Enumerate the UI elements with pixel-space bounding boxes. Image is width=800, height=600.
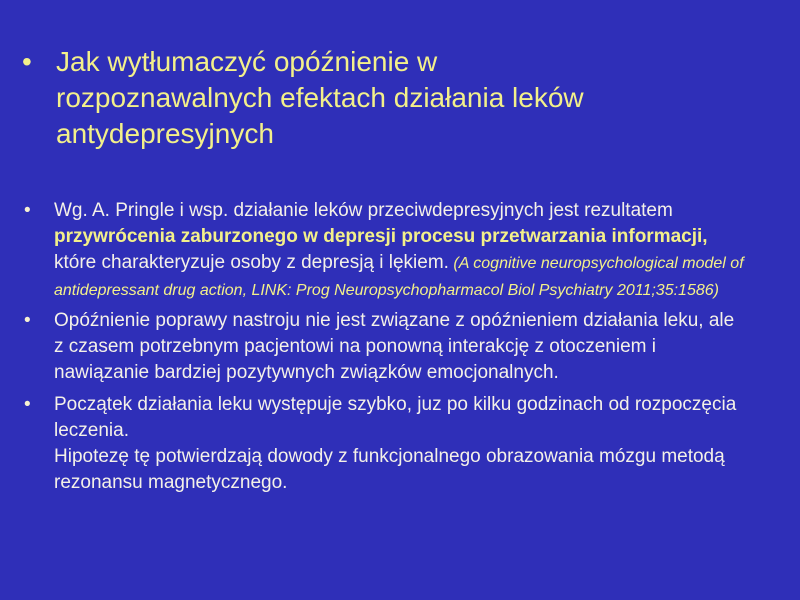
citation-text: (A cognitive neuropsychological model of antidepressant drug action, LINK: Prog Neuropsychopharmacol Biol Psychiatry 2011;35:1586) (54, 255, 744, 299)
highlight-text: przywrócenia zaburzonego w depresji procesu przetwarzania informacji, (54, 226, 708, 247)
bullet-icon: • (24, 394, 31, 415)
slide-title-block (22, 44, 772, 152)
list-item-delay (24, 308, 754, 386)
item-body (54, 198, 744, 304)
title-bullet-icon: • (22, 46, 32, 77)
bullet-list (24, 198, 754, 500)
bullet-icon: • (24, 310, 31, 331)
body-text: Wg. A. Pringle i wsp. działanie leków przeciwdepresyjnych jest rezultatem (54, 200, 673, 221)
body-text: które charakteryzuje osoby z depresją i lękiem. (54, 252, 449, 273)
item-body: Opóźnienie poprawy nastroju nie jest związane z opóźnieniem działania leku, ale z czasem potrzebnym pacjentowi na ponowną interakcję z otoczeniem i nawiązanie bardziej pozytywnych związków emocjonalnych. (54, 310, 735, 383)
slide-title: Jak wytłumaczyć opóźnienie w rozpoznawalnych efektach działania leków antydepresyjnych (56, 46, 584, 149)
list-item-onset (24, 392, 754, 496)
list-item-pringle (24, 198, 754, 304)
bullet-icon: • (24, 200, 31, 221)
body-line-2: Hipotezę tę potwierdzają dowody z funkcjonalnego obrazowania mózgu metodą rezonansu magnetycznego. (54, 446, 725, 493)
item-body (54, 392, 744, 496)
body-line-1: Początek działania leku występuje szybko, juz po kilku godzinach od rozpoczęcia leczenia. (54, 394, 737, 441)
